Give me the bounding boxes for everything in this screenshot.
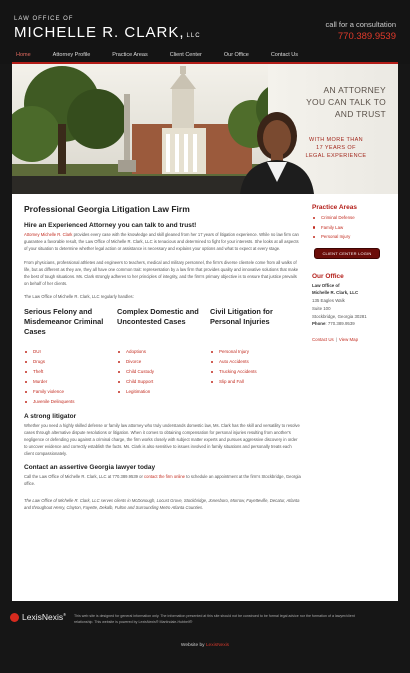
list-item[interactable]: Adoptions	[117, 347, 209, 357]
practice-columns	[24, 307, 302, 407]
criminal-heading: Serious Felony and Misdemeanor Criminal Cases	[24, 306, 104, 336]
nav-our-office[interactable]: Our Office	[223, 52, 249, 58]
office-name-2: Michelle R. Clark, LLC	[312, 290, 359, 296]
client-center-login-button[interactable]: CLIENT CENTER LOGIN	[314, 248, 380, 259]
office-name-1: Law Office of	[312, 282, 340, 288]
contact-heading: Contact an assertive Georgia lawyer today	[24, 463, 156, 471]
intro-text: provides every case with the knowledge and skill gleaned from her 17 years of litigation experience. While no law firm can guarantee a favorable result, the Law Office of Michelle R. Clark, LLC is tenacious and determined to fight for your interests. She looks at all aspects of your situation to determine whether legal action or assistance is necessary and explains your options and what to expect at every stage.	[24, 232, 299, 252]
list-item[interactable]: Auto Accidents	[210, 357, 302, 367]
link-separator: |	[335, 337, 337, 343]
sidebar-item-personal-injury[interactable]: Personal Injury	[312, 232, 392, 242]
hero-headline	[266, 84, 386, 120]
nav-practice-areas[interactable]: Practice Areas	[112, 52, 148, 58]
civil-heading: Civil Litigation for Personal Injuries	[210, 306, 273, 326]
nav-client-center[interactable]: Client Center	[169, 52, 202, 58]
list-item[interactable]: Child Support	[117, 377, 209, 387]
intro-paragraph	[24, 231, 302, 253]
hero-subheadline	[286, 136, 386, 160]
contact-text-post: to schedule an appointment at the firm's Stockbridge, Georgia office.	[24, 473, 301, 486]
list-item[interactable]: Juvenile Delinquents	[24, 397, 116, 407]
service-area-note: The Law Office of Michelle R. Clark, LLC serves clients in McDonough, Locust Grove, Stockbridge, Jonesboro, Morrow, Fayetteville, Decatur, Atlanta and throughout Henry, Clayton, Fayette, Dekalb, Fulton and Surrounding Metro Atlanta Counties.	[24, 498, 300, 511]
office-address-3: Stockbridge, Georgia 30281	[312, 313, 367, 319]
sidebar-item-family-law[interactable]: Family Law	[312, 223, 392, 233]
main-nav	[16, 48, 320, 62]
criminal-list	[24, 347, 116, 407]
list-item[interactable]: Personal Injury	[210, 347, 302, 357]
list-item[interactable]: Legitimation	[117, 387, 209, 397]
logo-name: MICHELLE R. CLARK,	[14, 24, 185, 41]
domestic-column	[117, 307, 209, 407]
list-item[interactable]: Trucking Accidents	[210, 367, 302, 377]
list-item[interactable]: Theft	[24, 367, 116, 377]
office-address-2: Suite 100	[312, 305, 331, 311]
list-item[interactable]: Child Custody	[117, 367, 209, 377]
credit-text: Website by	[180, 643, 206, 648]
hero-sub-line2: 17 YEARS OF	[316, 145, 356, 151]
footer-credit	[0, 643, 410, 648]
hero-headline-line1: AN ATTORNEY	[323, 85, 386, 95]
contact-online-link[interactable]: contact the firm online	[144, 473, 185, 479]
civil-list	[210, 347, 302, 387]
nav-home[interactable]: Home	[16, 52, 31, 58]
practice-areas-list	[312, 213, 392, 242]
hero-sub-line1: WITH MORE THAN	[308, 137, 364, 143]
civil-column	[210, 307, 302, 407]
domestic-list	[117, 347, 209, 397]
practice-areas-heading: Practice Areas	[312, 204, 357, 211]
contact-text-pre: Call the Law Office of Michelle R. Clark, LLC at 770.389.9539 or	[24, 473, 145, 479]
list-item[interactable]: Slip and Fall	[210, 377, 302, 387]
list-item[interactable]: Drugs	[24, 357, 116, 367]
list-item[interactable]: Murder	[24, 377, 116, 387]
main-panel	[12, 64, 398, 601]
attorney-link[interactable]: Attorney Michelle R. Clark	[24, 232, 73, 237]
strong-litigator-heading: A strong litigator	[24, 412, 77, 420]
hero-headline-line2: YOU CAN TALK TO	[306, 97, 386, 107]
hero-sub-line3: LEGAL EXPERIENCE	[305, 153, 367, 159]
view-map-link[interactable]: View Map	[338, 337, 359, 343]
handles-text: The Law Office of Michelle R. Clark, LLC regularly handles:	[24, 294, 134, 300]
nav-contact-us[interactable]: Contact Us	[270, 52, 299, 58]
site-header	[0, 0, 410, 64]
logo-suffix: LLC	[186, 33, 201, 39]
lexisnexis-text: LexisNexis®	[22, 612, 67, 622]
clientele-paragraph: From physicians, professional athletes and engineers to teachers, medical and military personnel, the firm's diverse clientele come from all walks of life, but as different as they are, they all have one common trait: representation by a law firm that provides quality and innovative solutions that make the best of tough situations. Ms. Clark strongly adheres to her principles of integrity, and the firm's primary objective is to ensure that justice prevails on behalf of her clients.	[24, 259, 299, 287]
list-item[interactable]: Family violence	[24, 387, 116, 397]
hero-headline-line3: AND TRUST	[334, 109, 386, 119]
logo-top-text: LAW OFFICE OF	[14, 16, 74, 22]
hire-heading: Hire an Experienced Attorney you can talk to and trust!	[24, 222, 197, 229]
criminal-column	[24, 307, 116, 407]
sidebar	[312, 204, 392, 342]
consultation-label: call for a consultation	[325, 20, 396, 29]
site-logo[interactable]	[14, 24, 201, 41]
nav-attorney-profile[interactable]: Attorney Profile	[52, 52, 91, 58]
lexisnexis-icon	[10, 613, 19, 622]
sidebar-item-criminal-defense[interactable]: Criminal Defense	[312, 213, 392, 223]
list-item[interactable]: DUI	[24, 347, 116, 357]
lexisnexis-logo[interactable]	[10, 612, 66, 622]
our-office-heading: Our Office	[312, 272, 344, 280]
footer-disclaimer: This web site is designed for general information only. The information presented at this site should not be construed to be formal legal advice nor the formation of a lawyer/client relationship. This website is powered by LexisNexis® Martindale-Hubbell®	[74, 614, 355, 624]
contact-paragraph	[24, 473, 302, 487]
office-phone: Phone: 770.389.9539	[312, 321, 355, 327]
header-phone[interactable]: 770.389.9539	[337, 31, 396, 42]
page-title: Professional Georgia Litigation Law Firm	[24, 204, 190, 214]
strong-litigator-text: Whether you need a highly skilled defense or family law attorney who truly understands domestic law, Ms. Clark has the skill and versatility to resolve cases through alternative dispute resolutions or litigation. When it comes to obtaining compensation for personal injuries resulting from another's negligence or defending you against a criminal charge, the firm works closely with subject matter experts and pursues aggressive discovery in order to uncover evidence and correctly establish the facts. Ms. Clark is also sensitive to issues involved in family situations and personally treats each client compassionately.	[24, 422, 300, 457]
main-content	[24, 204, 302, 511]
hero-banner	[12, 64, 398, 194]
office-address-1: 135 Eagles Walk	[312, 298, 345, 304]
contact-us-link[interactable]: Contact Us	[312, 337, 334, 343]
domestic-heading: Complex Domestic and Uncontested Cases	[117, 306, 199, 326]
list-item[interactable]: Divorce	[117, 357, 209, 367]
sidebar-links	[312, 337, 392, 342]
credit-link[interactable]: LexisNexis	[205, 643, 230, 648]
